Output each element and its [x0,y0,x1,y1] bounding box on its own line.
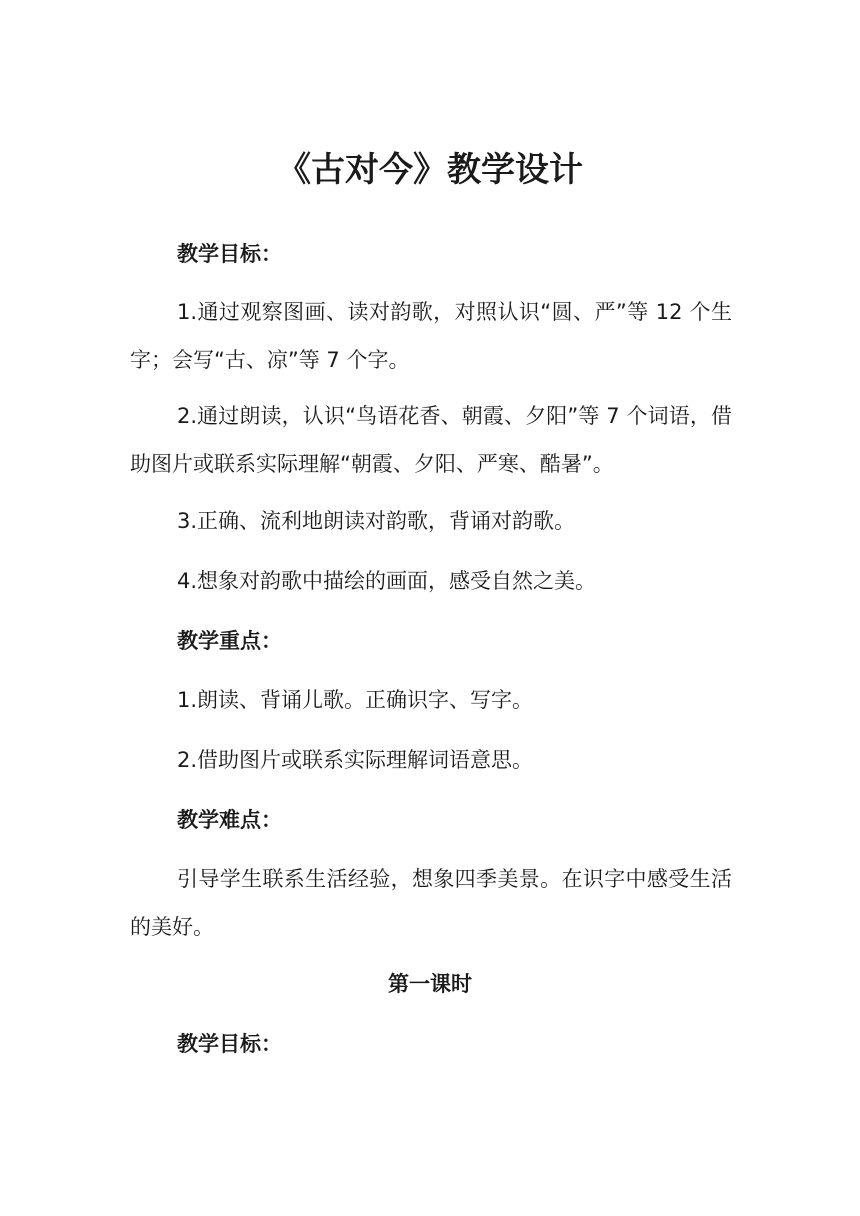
lesson-objectives-heading: 教学目标： [177,1032,282,1056]
lesson-heading: 第一课时 [388,972,472,996]
objective-paragraph: 1.通过观察图画、读对韵歌，对照认识“圆、严”等 12 个生字；会写“古、凉”等 7 个字。 [130,300,732,372]
objectives-heading: 教学目标： [177,242,282,266]
difficulty-paragraph: 引导学生联系生活经验，想象四季美景。在识字中感受生活的美好。 [130,867,732,939]
document-title: 《古对今》教学设计 [277,150,583,190]
key-point-paragraph: 1.朗读、背诵儿歌。正确识字、写字。 [177,688,534,712]
objective-paragraph: 2.通过朗读，认识“鸟语花香、朝霞、夕阳”等 7 个词语，借助图片或联系实际理解“朝霞、夕阳、严寒、酷暑”。 [130,404,732,476]
objective-paragraph: 4.想象对韵歌中描绘的画面，感受自然之美。 [177,569,597,593]
key-point-paragraph: 2.借助图片或联系实际理解词语意思。 [177,748,534,772]
key-points-heading: 教学重点： [177,629,282,653]
difficulties-heading: 教学难点： [177,808,282,832]
objective-paragraph: 3.正确、流利地朗读对韵歌，背诵对韵歌。 [177,509,576,533]
